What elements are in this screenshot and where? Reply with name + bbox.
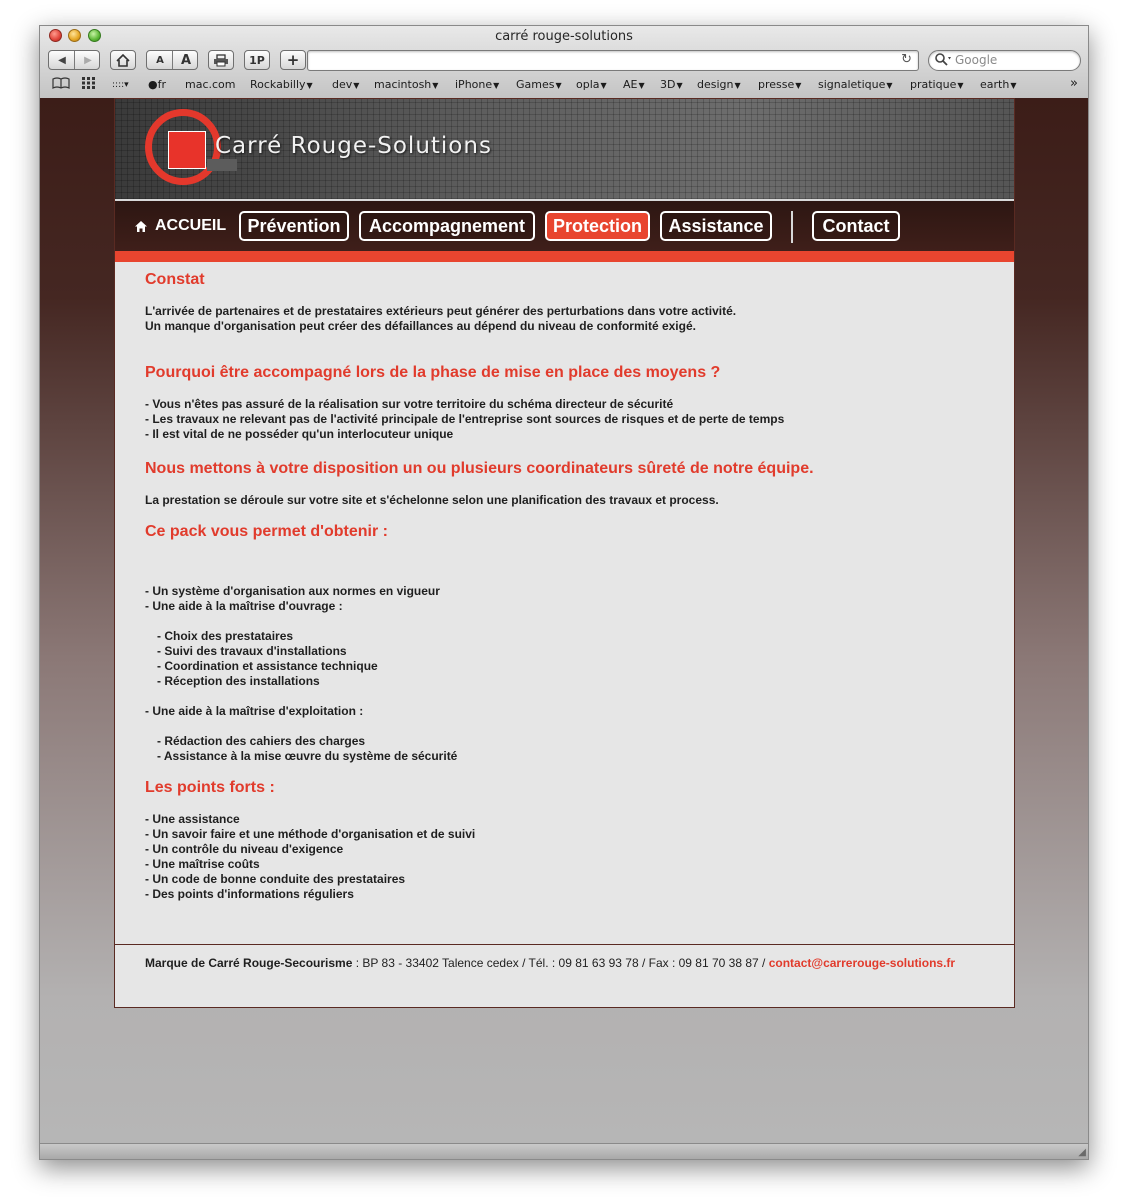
search-field[interactable]	[928, 50, 1081, 71]
print-button[interactable]	[208, 50, 234, 70]
nav-assistance[interactable]: Assistance	[660, 211, 772, 241]
list-item: - Les travaux ne relevant pas de l'activité principale de l'entreprise sont sources de risques et de perte de temps	[145, 412, 785, 426]
onepassword-button[interactable]: 1P	[244, 50, 270, 70]
more-bookmarks-icon[interactable]: »	[1070, 76, 1078, 91]
bookmark-ae[interactable]: AE▼	[623, 78, 645, 91]
heading-pourquoi: Pourquoi être accompagné lors de la phase de mise en place des moyens ?	[145, 364, 721, 381]
bookmark-games[interactable]: Games▼	[516, 78, 562, 91]
text-larger-button[interactable]: A	[180, 52, 192, 68]
bookmark-signaletique[interactable]: signaletique▼	[818, 78, 893, 91]
site-navigation	[115, 201, 1014, 251]
grid-icon[interactable]	[82, 77, 96, 92]
heading-coordinateurs: Nous mettons à votre disposition un ou plusieurs coordinateurs sûreté de notre équipe.	[145, 460, 814, 477]
address-bar[interactable]	[307, 50, 919, 71]
nav-contact[interactable]: Contact	[812, 211, 900, 241]
home-icon	[116, 54, 130, 67]
heading-constat: Constat	[145, 271, 205, 288]
list-item: - Un code de bonne conduite des prestataires	[145, 872, 406, 886]
bookmark-iphone[interactable]: iPhone▼	[455, 78, 500, 91]
forward-button[interactable]: ▶	[84, 54, 92, 66]
site-page	[114, 98, 1015, 1008]
nav-protection[interactable]: Protection	[545, 211, 650, 241]
search-placeholder: Google	[955, 53, 998, 67]
text-smaller-button[interactable]: A	[156, 54, 164, 66]
list-item: - Une aide à la maîtrise d'ouvrage :	[145, 599, 343, 613]
bookmark-mac-com[interactable]: mac.com	[185, 78, 236, 91]
list-item: - Un contrôle du niveau d'exigence	[145, 842, 344, 856]
list-item: - Des points d'informations réguliers	[145, 887, 354, 901]
bookmark-design[interactable]: design▼	[697, 78, 741, 91]
logo-square	[168, 131, 206, 169]
heading-pack: Ce pack vous permet d'obtenir :	[145, 523, 388, 540]
text-size-control	[146, 50, 198, 70]
nav-accent-bar	[115, 251, 1014, 262]
nav-home-label: ACCUEIL	[155, 217, 227, 234]
list-item: - Suivi des travaux d'installations	[157, 644, 347, 658]
nav-separator	[791, 211, 793, 243]
book-icon[interactable]	[52, 77, 70, 92]
site-footer	[145, 956, 955, 970]
printer-icon	[213, 54, 229, 67]
bookmark-macintosh[interactable]: macintosh▼	[374, 78, 439, 91]
list-item: - Une aide à la maîtrise d'exploitation :	[145, 704, 364, 718]
bookmark-pratique[interactable]: pratique▼	[910, 78, 964, 91]
list-item: - Un savoir faire et une méthode d'organisation et de suivi	[145, 827, 476, 841]
footer-email-link[interactable]: contact@carrerouge-solutions.fr	[768, 956, 956, 970]
bookmark-rockabilly[interactable]: Rockabilly▼	[250, 78, 313, 91]
list-item: - Il est vital de ne posséder qu'un interlocuteur unique	[145, 427, 454, 441]
window-title: carré rouge-solutions	[495, 29, 633, 44]
nav-accompagnement[interactable]: Accompagnement	[359, 211, 535, 241]
heading-points-forts: Les points forts :	[145, 779, 275, 796]
footer-divider	[115, 944, 1014, 945]
back-button[interactable]: ◀	[58, 54, 66, 66]
status-bar	[40, 1143, 1088, 1159]
list-item: - Coordination et assistance technique	[157, 659, 378, 673]
browser-window	[39, 25, 1089, 1160]
home-icon	[135, 221, 147, 232]
paragraph-line: L'arrivée de partenaires et de prestataires extérieurs peut générer des perturbations dans votre activité.	[145, 304, 737, 318]
home-button[interactable]	[110, 50, 136, 70]
nav-home[interactable]	[135, 217, 226, 235]
footer-brand: Marque de Carré Rouge-Secourisme	[145, 956, 353, 970]
list-item: - Une assistance	[145, 812, 240, 826]
back-forward-control	[48, 50, 100, 70]
site-banner	[115, 99, 1014, 201]
bookmark-3d[interactable]: 3D▼	[660, 78, 683, 91]
add-bookmark-button[interactable]: +	[280, 50, 306, 70]
bookmark-opla[interactable]: opla▼	[576, 78, 607, 91]
list-item: - Réception des installations	[157, 674, 320, 688]
bookmark-dev[interactable]: dev▼	[332, 78, 360, 91]
dotted-folder-icon[interactable]: ::::▾	[112, 80, 129, 90]
apple-icon: ●	[148, 78, 158, 91]
search-icon	[934, 52, 952, 69]
bookmarks-bar	[40, 76, 1088, 96]
list-item: - Un système d'organisation aux normes en vigueur	[145, 584, 440, 598]
bookmark-presse[interactable]: presse▼	[758, 78, 802, 91]
paragraph-line: Un manque d'organisation peut créer des défaillances au dépend du niveau de conformité exigé.	[145, 319, 696, 333]
list-item: - Une maîtrise coûts	[145, 857, 260, 871]
bookmark-fr[interactable]: ●fr	[148, 78, 167, 91]
list-item: - Rédaction des cahiers des charges	[157, 734, 366, 748]
footer-details: : BP 83 - 33402 Talence cedex / Tél. : 09 81 63 93 78 / Fax : 09 81 70 38 87 /	[352, 956, 769, 970]
browser-toolbar	[40, 26, 1088, 99]
list-item: - Choix des prestataires	[157, 629, 294, 643]
resize-grip-icon[interactable]: ◢	[1078, 1147, 1086, 1158]
list-item: - Vous n'êtes pas assuré de la réalisation sur votre territoire du schéma directeur de sécurité	[145, 397, 674, 411]
logo-text[interactable]: Carré Rouge-Solutions	[215, 133, 492, 159]
reload-icon[interactable]: ↻	[901, 52, 912, 67]
paragraph-line: La prestation se déroule sur votre site et s'échelonne selon une planification des travaux et process.	[145, 493, 719, 507]
web-content	[40, 98, 1088, 1145]
list-item: - Assistance à la mise œuvre du système de sécurité	[157, 749, 458, 763]
bookmark-earth[interactable]: earth▼	[980, 78, 1017, 91]
nav-prevention[interactable]: Prévention	[239, 211, 349, 241]
